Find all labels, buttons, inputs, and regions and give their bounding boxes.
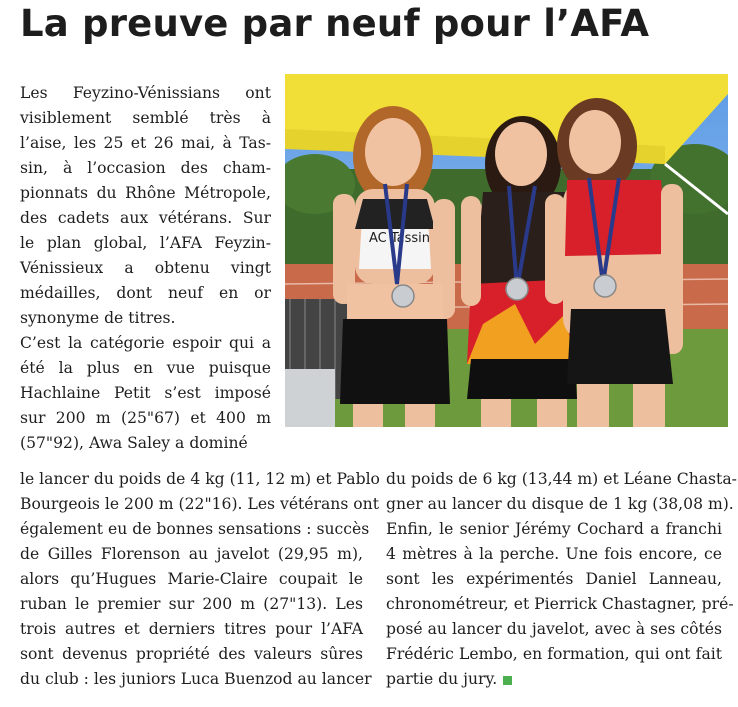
- text-line: (57"92), Awa Saley a dominé: [20, 434, 248, 452]
- article-column-bottom-right: [386, 467, 737, 692]
- text-line: médailles, dont neuf en or: [20, 284, 271, 302]
- text-line: gner au lancer du disque de 1 kg (38,08 m).: [386, 495, 734, 513]
- text-line: l’aise, les 25 et 26 mai, à Tas-: [20, 134, 271, 152]
- article-column-left: [20, 81, 271, 456]
- text-line: Les Feyzino-Vénissians ont: [20, 84, 271, 102]
- text-line: sur 200 m (25"67) et 400 m: [20, 409, 271, 427]
- headline: La preuve par neuf pour l’AFA: [20, 2, 650, 45]
- text-line: pionnats du Rhône Métropole,: [20, 184, 271, 202]
- athletes-photo: [285, 74, 728, 427]
- text-line: alors qu’Hugues Marie-Claire coupait le: [20, 570, 363, 588]
- text-line: chronométreur, et Pierrick Chastagner, pré-: [386, 595, 734, 613]
- text-line: Bourgeois le 200 m (22"16). Les vétérans ont: [20, 495, 379, 513]
- text-line: visiblement semblé très à: [20, 109, 271, 127]
- photo-illustration: [285, 74, 728, 427]
- text-line: Frédéric Lembo, en formation, qui ont fait: [386, 645, 722, 663]
- text-line: C’est la catégorie espoir qui a: [20, 334, 271, 352]
- text-line: Vénissieux a obtenu vingt: [20, 259, 271, 277]
- text-line: sin, à l’occasion des cham-: [20, 159, 271, 177]
- text-line: trois autres et derniers titres pour l’AFA: [20, 620, 363, 638]
- jersey-label: AC Tassin: [369, 231, 431, 246]
- text-line: sont devenus propriété des valeurs sûres: [20, 645, 363, 663]
- text-line: ruban le premier sur 200 m (27"13). Les: [20, 595, 363, 613]
- text-line: également eu de bonnes sensations : succès: [20, 520, 370, 538]
- text-line: partie du jury.: [386, 667, 722, 692]
- text-line: 4 mètres à la perche. Une fois encore, ce: [386, 545, 722, 563]
- text-line: synonyme de titres.: [20, 309, 176, 327]
- text-line: le lancer du poids de 4 kg (11, 12 m) et Pablo: [20, 470, 380, 488]
- text-line: posé au lancer du javelot, avec à ses côtés: [386, 620, 722, 638]
- end-of-article-icon: [503, 676, 512, 685]
- text-line: Enfin, le senior Jérémy Cochard a franchi: [386, 520, 722, 538]
- text-line: du club : les juniors Luca Buenzod au lancer: [20, 670, 372, 688]
- text-line: des cadets aux vétérans. Sur: [20, 209, 271, 227]
- text-line: de Gilles Florenson au javelot (29,95 m),: [20, 545, 363, 563]
- article-column-bottom-left: [20, 467, 380, 692]
- text-line: sont les expérimentés Daniel Lanneau,: [386, 570, 722, 588]
- text-line: le plan global, l’AFA Feyzin-: [20, 234, 271, 252]
- text-line: été la plus en vue puisque: [20, 359, 271, 377]
- text-line: Hachlaine Petit s’est imposé: [20, 384, 271, 402]
- text-line: du poids de 6 kg (13,44 m) et Léane Chasta-: [386, 470, 737, 488]
